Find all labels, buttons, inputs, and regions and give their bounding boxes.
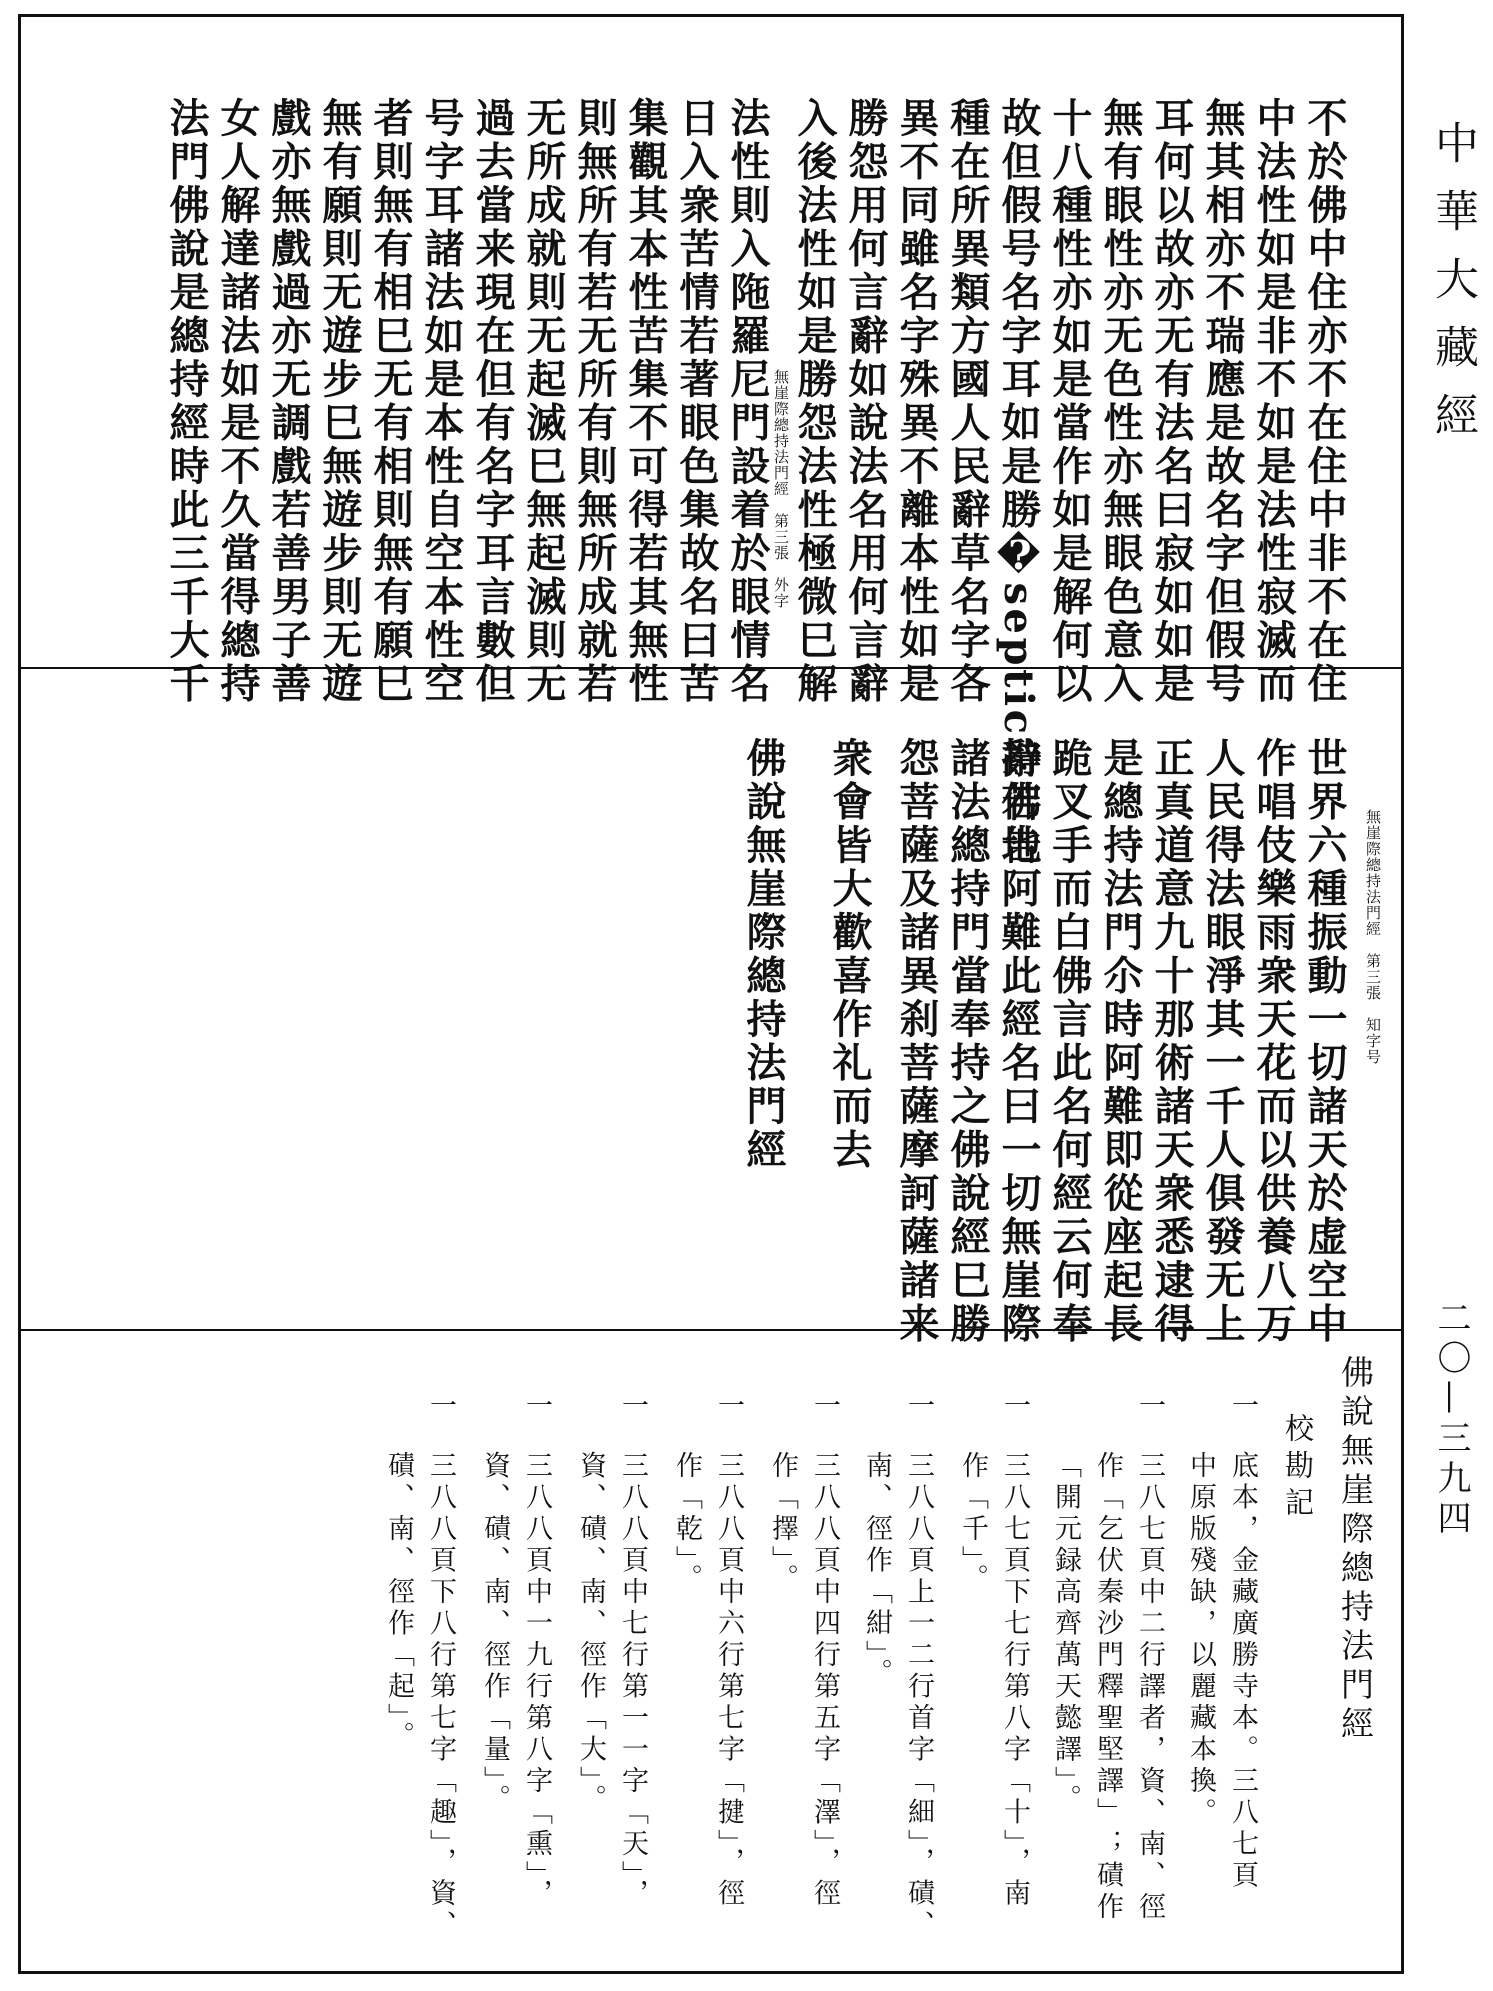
text-column: 則無所有若无所有則無所成就若: [571, 97, 618, 706]
marginal-note: 無崖際總持法門經 第三張 外字: [772, 369, 790, 609]
entry-line: 磧、南、徑作「起」。: [383, 1451, 414, 1753]
text-column: 法性則入陁羅尼門設着於眼情名: [724, 97, 771, 706]
text-column: 持佛告阿難此經名曰一切無崖際: [995, 737, 1042, 1346]
entry-marker: 一: [425, 1391, 456, 1423]
entry-marker: 一: [713, 1391, 744, 1423]
entry-line: 資、磧、南、徑作「大」。: [575, 1451, 606, 1816]
entry-line: 三八八頁中四行第五字「澤」，徑: [809, 1451, 840, 1910]
entry-line: 南、徑作「紺」。: [861, 1451, 892, 1690]
entry-line: 三八七頁中二行譯者，資、南、徑: [1134, 1451, 1165, 1924]
text-column: 戲亦無戲過亦无調戲若善男子善: [265, 97, 312, 706]
text-column: 過去當来現在但有名字耳言數但: [469, 97, 516, 706]
collection-title: 中華大藏經: [1427, 120, 1478, 460]
notes-title: 佛說無崖際總持法門經: [1336, 1355, 1375, 1745]
entry-marker: 一: [999, 1391, 1030, 1423]
text-column: 無有眼性亦无色性亦無眼色意入: [1097, 97, 1144, 706]
text-column: 故但假号名字耳如是勝�septic辭若地: [995, 97, 1042, 868]
text-column: 号字耳諸法如是本性自空本性空: [418, 97, 465, 706]
entry-line: 三八八頁下八行第七字「趣」，資、: [425, 1451, 456, 1942]
text-column: 人民得法眼淨其一千人俱發无上: [1199, 737, 1246, 1346]
text-column: 世界六種振動一切諸天於虚空中: [1301, 737, 1348, 1346]
entry-marker: 一: [521, 1391, 552, 1423]
text-column: 集觀其本性苦集不可得若其無性: [622, 97, 669, 706]
entry-line: 三八八頁中七行第一一字「天」，: [617, 1451, 648, 1910]
entry-line: 中原版殘缺，以麗藏本換。: [1185, 1451, 1216, 1829]
entry-marker: 一: [903, 1391, 934, 1423]
text-column: 十八種性亦如是當作如是解何以: [1046, 97, 1093, 706]
text-column: 正真道意九十那術諸天衆悉逮得: [1148, 737, 1195, 1346]
page-frame: [18, 14, 1404, 1974]
entry-line: 三八七頁下七行第八字「十」，南: [999, 1451, 1030, 1910]
entry-line: 三八八頁中六行第七字「揵」，徑: [713, 1451, 744, 1910]
text-column: 者則無有相巳无有相則無有願巳: [367, 97, 414, 706]
collation-notes-panel: [21, 1331, 1401, 1971]
text-column: 異不同雖名字殊異不離本性如是: [893, 97, 940, 706]
entry-marker: 一: [617, 1391, 648, 1423]
text-column: 無有願則无遊步巳無遊步則无遊: [316, 97, 363, 706]
text-column: 中法性如是非不如是法性寂滅而: [1250, 97, 1297, 706]
entry-line: 三八八頁上一二行首字「細」，磧、: [903, 1451, 934, 1942]
text-column: 女人解達諸法如是不久當得總持: [214, 97, 261, 706]
text-column: 怨菩薩及諸異刹菩薩摩訶薩諸来: [893, 737, 940, 1346]
text-column: 法門佛說是總持經時此三千大千: [163, 97, 210, 706]
entry-line: 「開元録高齊萬天懿譯」。: [1050, 1451, 1081, 1816]
text-column: 日入衆苦情若著眼色集故名曰苦: [673, 97, 720, 706]
text-column: 勝怨用何言辭如說法名用何言辭: [842, 97, 889, 706]
closing-title: 佛說無崖際總持法門經: [740, 737, 787, 1172]
entry-line: 資、磧、南、徑作「量」。: [479, 1451, 510, 1816]
text-column: 入後法性如是勝怨法性極微巳解: [791, 97, 838, 706]
sutra-text-panel-top: [21, 17, 1401, 868]
text-column: 無其相亦不瑞應是故名字但假号: [1199, 97, 1246, 706]
entry-marker: 一: [809, 1391, 840, 1423]
entry-marker: 一: [1227, 1391, 1258, 1423]
entry-marker: 一: [1134, 1391, 1165, 1423]
entry-line: 作「乾」。: [671, 1451, 702, 1595]
entry-line: 作「擇」。: [767, 1451, 798, 1595]
sutra-text-panel-middle: [21, 669, 1401, 1346]
text-column: 耳何以故亦无有法名曰寂如如是: [1148, 97, 1195, 706]
text-column: 種在所異類方國人民辭草名字各: [944, 97, 991, 706]
entry-line: 作「千」。: [957, 1451, 988, 1595]
entry-line: 作「乞伏秦沙門釋聖堅譯」；磧作: [1092, 1451, 1123, 1924]
text-column: 作唱伎樂雨衆天花而以供養八万: [1250, 737, 1297, 1346]
notes-subtitle: 校勘記: [1281, 1413, 1315, 1524]
text-column: 无所成就則无起滅巳無起滅則无: [520, 97, 567, 706]
text-column: 跪叉手而白佛言此名何經云何奉: [1046, 737, 1093, 1346]
text-column: 諸法總持門當奉持之佛說經巳勝: [944, 737, 991, 1346]
text-column: 是總持法門尒時阿難即從座起長: [1097, 737, 1144, 1346]
marginal-note: 無崖際總持法門經 第三張 知字号: [1364, 809, 1382, 1065]
page-number: 二〇—三九四: [1431, 1300, 1471, 1540]
entry-line: 底本，金藏廣勝寺本。三八七頁: [1227, 1451, 1258, 1892]
text-column: 衆會皆大歡喜作礼而去: [826, 737, 873, 1172]
entry-line: 三八八頁中一九行第八字「熏」，: [521, 1451, 552, 1910]
text-column: 不於佛中住亦不在住中非不在住: [1301, 97, 1348, 706]
